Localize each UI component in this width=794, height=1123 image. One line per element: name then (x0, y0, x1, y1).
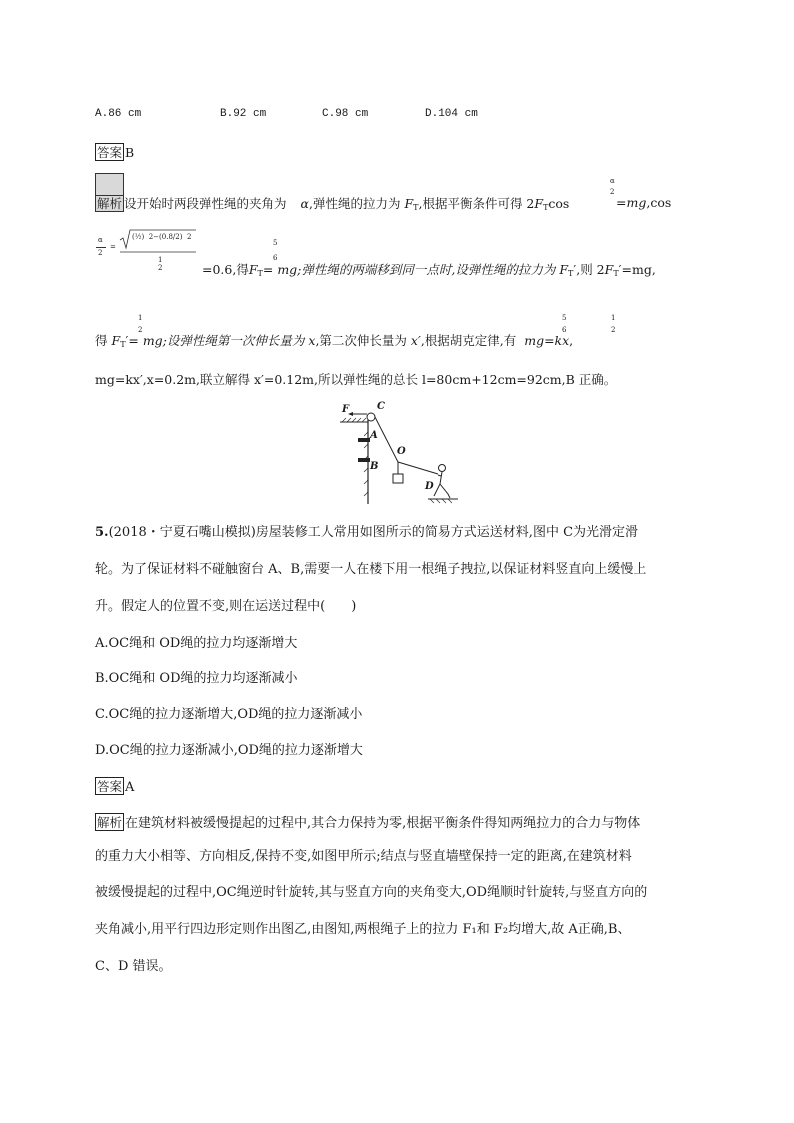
q4-answer (95, 142, 134, 161)
q5-answer-tag: 答案 (97, 779, 123, 794)
frac56b-top: 5 (562, 314, 567, 322)
analysis-tag: 解析 (97, 196, 123, 211)
q4-analysis-line1: 解析 设开始时两段弹性绳的夹角为 α,弹性绳的拉力为 $F_T$,根据平衡条件可得 $2F_T\cos$ (97, 196, 570, 212)
label-B: B (370, 461, 379, 472)
label-F: F (342, 404, 350, 415)
frac12b-top: 1 (611, 314, 616, 322)
q5-option-c: C.OC绳的拉力逐渐增大,OD绳的拉力逐渐减小 (95, 707, 363, 722)
q5-option-a: A.OC绳和 OD绳的拉力均逐渐增大 (95, 636, 298, 651)
cos-eq: = (110, 243, 116, 251)
q5-answer (95, 777, 134, 795)
label-O: O (397, 446, 406, 457)
q4-analysis-line4: mg=kx′,x=0.2m,联立解得 x′=0.12m,所以弹性绳的总长 l=80cm+12cm=92cm,B 正确。 (95, 372, 617, 387)
q5-analysis-line3: 被缓慢提起的过程中,OC绳逆时针旋转,其与竖直方向的夹角变大,OD绳顺时针旋转,与竖直方向的 (95, 885, 648, 900)
cos-arg-bot: 2 (98, 249, 103, 257)
answer-value: B (125, 145, 135, 160)
label-A: A (370, 430, 378, 441)
cos-arg-top: α (98, 236, 103, 244)
q4-analysis-line2: =0.6,得$F_T=$ mg;弹性绳的两端移到同一点时,设弹性绳的拉力为 $F_T'$,则 $2F_T'=mg$, (202, 262, 656, 278)
frac56-bot: 6 (273, 254, 278, 262)
sqrt-content: (½) 2−(0.8/2) 2 (132, 233, 192, 241)
option-d: D.104 cm (425, 108, 478, 120)
sqrt-den: 1 2 (158, 256, 163, 272)
frac56-top: 5 (273, 239, 278, 247)
q5-stem-line2: 轮。为了保证材料不碰触窗台 A、B,需要一人在楼下用一根绳子拽拉,以保证材料竖直向上缓慢上 (95, 562, 647, 577)
q5-analysis-tag: 解析 (97, 815, 123, 830)
q5-option-d: D.OC绳的拉力逐渐减小,OD绳的拉力逐渐增大 (95, 743, 363, 758)
q4-analysis-line3: 得 $F_T'=$ mg;设弹性绳第一次伸长量为 x,第二次伸长量为 x′,根据胡克定律,有 mg=kx, (95, 333, 574, 349)
gray-box-decoration (95, 173, 124, 196)
option-c: C.98 cm (322, 108, 369, 120)
q5-analysis-line4: 夹角减小,用平行四边形定则作出图乙,由图知,两根绳子上的拉力 F₁和 F₂均增大,故 A正确,B、 (95, 922, 631, 937)
frac56b-bot: 6 (562, 326, 567, 334)
q5-answer-value: A (125, 780, 135, 795)
option-b: B.92 cm (220, 108, 267, 120)
cos-arg-line (96, 247, 106, 248)
label-C: C (377, 401, 385, 412)
q5-analysis-line5: C、D 错误。 (95, 959, 172, 974)
q4-mg-cos: =mg,cos (616, 195, 672, 210)
frac-alpha-bot: 2 (610, 188, 615, 196)
q5-stem-line1: 5.(2018・宁夏石嘴山模拟)房屋装修工人常用如图所示的简易方式运送材料,图中 C为光滑定滑 (95, 525, 639, 540)
frac-alpha-top: α (610, 177, 615, 185)
answer-tag: 答案 (97, 145, 123, 160)
q5-stem-line3: 升。假定人的位置不变,则在运送过程中( ) (95, 599, 357, 614)
option-a: A.86 cm (95, 108, 142, 120)
frac12-bot: 2 (138, 326, 143, 334)
frac12-top: 1 (138, 314, 143, 322)
frac12b-bot: 2 (611, 326, 616, 334)
q5-option-b: B.OC绳和 OD绳的拉力均逐渐减小 (95, 671, 298, 686)
q5-analysis-line2: 的重力大小相等、方向相反,保持不变,如图甲所示;结点与竖直墙壁保持一定的距离,在建筑材料 (95, 849, 632, 864)
label-D: D (425, 481, 434, 492)
q5-analysis-line1: 解析 在建筑材料被缓慢提起的过程中,其合力保持为零,根据平衡条件得知两绳拉力的合力与物体 (97, 815, 641, 831)
